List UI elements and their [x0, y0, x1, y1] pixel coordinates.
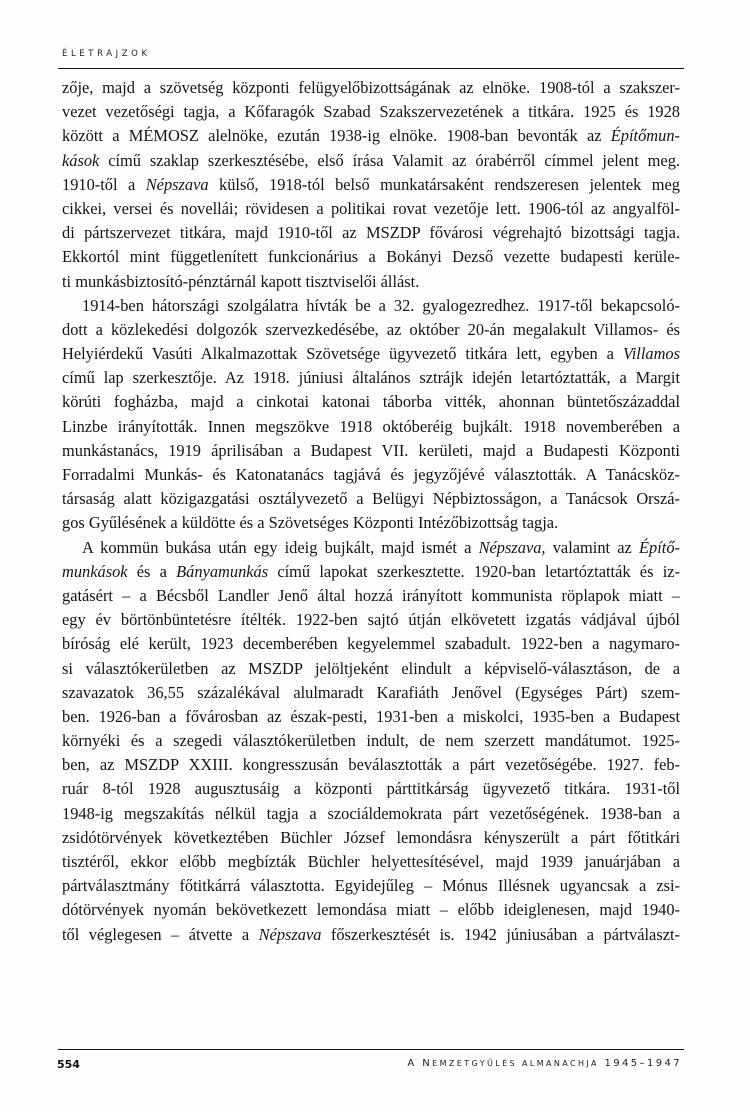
text-run: cikkei, versei és novellái; rövidesen a politikai rovat vezetője lett. 1906-tól az angyalföl-	[62, 198, 680, 218]
text-line	[62, 802, 680, 826]
text-run: bíróság elé került, 1923 decemberében kegyelemmel szabadult. 1922-ben a nagymaro-	[62, 634, 680, 654]
text-run: ben. 1926-ban a fővárosban az észak-pesti, 1931-ben a miskolci, 1935-ben a Budapest	[62, 706, 680, 726]
italic-title: Népszava	[145, 174, 209, 194]
text-line	[62, 729, 680, 753]
text-line	[62, 342, 680, 366]
text-line	[62, 898, 680, 922]
text-line	[62, 632, 680, 656]
text-run: si választókerületben az MSZDP jelöltjeként elindult a képviselő-választáson, de a	[62, 658, 680, 678]
book-title-initial: A N	[407, 1058, 433, 1069]
text-run: között a MÉMOSZ alelnöke, ezután 1938-ig elnöke. 1908-ban bevonták az	[62, 126, 611, 146]
text-line	[62, 487, 680, 511]
text-run: pártválasztmány főtitkárrá választotta. Egyidejűleg – Mónus Illésnek ugyancsak a zsi-	[62, 876, 680, 896]
text-line	[62, 536, 680, 560]
text-line	[62, 608, 680, 632]
text-run: Linzbe irányították. Innen megszökve 1918 októberéig bujkált. 1918 novemberében a	[62, 416, 680, 436]
text-run: vezet vezetőségi tagja, a Kőfaragók Szabad Szakszervezetének a titkára. 1925 és 1928	[62, 102, 680, 122]
text-run: 1910-től a	[62, 174, 146, 194]
text-line	[62, 753, 680, 777]
text-run: munkástanács, 1919 áprilisában a Budapest VII. kerületi, majd a Budapesti Központi	[62, 440, 680, 460]
italic-title: Népszava	[478, 537, 542, 557]
text-run: dótörvények nyomán bekövetkezett lemondása miatt – előbb ideiglenesen, majd 1940-	[62, 900, 680, 920]
header-rule	[58, 68, 684, 69]
text-run: zője, majd a szövetség központi felügyelőbizottságának az elnöke. 1908-tól a szakszer-	[62, 78, 680, 97]
text-run: tisztéről, ekkor előbb megbízták Büchler helyettesítésével, majd 1939 januárjában a	[62, 852, 680, 871]
text-run: főszerkesztését is. 1942 júniusában a pártválaszt-	[321, 924, 680, 944]
book-title-rest: EMZETGYŰLÉS ALMANACHJA	[432, 1059, 599, 1068]
text-line	[62, 657, 680, 681]
text-run: gos Gyűlésének a küldötte és a Szövetséges Központi Intézőbizottság tagja.	[62, 513, 559, 533]
text-run: környéki és a szegedi választókerületben indult, de nem szerzett mandátumot. 1925-	[62, 731, 680, 751]
text-run: , valamint az	[541, 537, 640, 557]
text-run: Forradalmi Munkás- és Katonatanács tagjává és jegyzőjévé választották. A Tanácsköz-	[62, 465, 680, 484]
text-run: ti munkásbiztosító-pénztárnál kapott tisztviselői állást.	[62, 271, 420, 291]
book-title	[407, 1058, 682, 1069]
body-text	[62, 76, 680, 947]
book-years: 1945–1947	[604, 1058, 682, 1069]
text-run: ruár 8-tól 1928 augusztusáig a központi párttitkárság ügyvezető titkára. 1931-től	[62, 779, 680, 799]
text-run: dott a közlekedési dolgozók szervezkedésébe, az október 20-án megalakult Villamos- és	[62, 319, 680, 339]
text-run: gatásért – a Bécsből Landler Jenő által hozzá irányított kommunista röplapok miatt –	[62, 585, 680, 605]
italic-title: Villamos	[622, 344, 680, 364]
footer-rule	[58, 1049, 684, 1050]
text-run: című szaklap szerkesztésébe, első írása Valamit az órabérről címmel jelent meg.	[99, 150, 680, 170]
text-run: 1948-ig megszakítás nélkül tagja a szociáldemokrata párt vezetőségének. 1938-ban a	[62, 803, 680, 823]
text-line	[62, 124, 680, 148]
text-line	[62, 318, 680, 342]
text-run: egy év börtönbüntetésre ítélték. 1922-ben sajtó útján elkövetett izgatás vádjával újból	[62, 610, 680, 630]
text-line	[62, 76, 680, 100]
text-run: ben, az MSZDP XXIII. kongresszusán beválasztották a párt vezetőségébe. 1927. feb-	[62, 755, 680, 775]
text-line	[62, 100, 680, 124]
text-line	[62, 439, 680, 463]
text-run: től véglegesen – átvette a	[62, 924, 259, 944]
text-line	[62, 923, 680, 947]
text-line	[62, 173, 680, 197]
text-line	[62, 270, 680, 294]
text-line	[62, 560, 680, 584]
text-line	[62, 681, 680, 705]
text-line	[62, 777, 680, 801]
text-run: című lap szerkesztője. Az 1918. júniusi általános sztrájk idején letartóztatták, a Margit	[62, 368, 680, 388]
text-line	[62, 705, 680, 729]
italic-title: Bányamunkás	[176, 561, 269, 581]
text-run: zsidótörvények következtében Büchler József lemondásra kényszerült a párt főtitkári	[62, 827, 680, 847]
italic-title: Építőmun-	[610, 126, 680, 146]
italic-title: Népszava	[258, 924, 322, 944]
text-run: szavazatok 36,55 százalékával alulmaradt Karafiáth Jenővel (Egységes Párt) szem-	[62, 682, 680, 702]
text-line	[62, 463, 680, 487]
text-line	[62, 149, 680, 173]
running-head: ÉLETRAJZOK	[62, 49, 151, 59]
text-run: című lapokat szerkesztette. 1920-ban letartóztatták és iz-	[268, 561, 680, 581]
text-line	[62, 511, 680, 535]
text-run: 1914-ben hátországi szolgálatra hívták be a 32. gyalogezredhez. 1917-től bekapcsoló-	[82, 295, 680, 315]
italic-title: Építő-	[639, 537, 680, 557]
text-run: körúti fogházba, majd a cinkotai katonai táborba vitték, ahonnan büntetőszázaddal	[62, 392, 680, 412]
text-line	[62, 245, 680, 269]
text-run: és a	[127, 561, 177, 581]
text-run: Ekkortól mint függetlenített funkcionárius a Bokányi Dezső vezette budapesti kerüle-	[62, 247, 680, 267]
text-line	[62, 874, 680, 898]
text-run: Helyiérdekű Vasúti Alkalmazottak Szövetsége ügyvezető titkára lett, egyben a	[62, 344, 623, 364]
text-run: A kommün bukása után egy ideig bujkált, majd ismét a	[82, 537, 479, 557]
italic-title: munkások	[62, 561, 128, 581]
text-run: külső, 1918-tól belső munkatársaként rendszeresen jelentek meg	[208, 174, 680, 194]
italic-title: kások	[62, 150, 100, 170]
text-line	[62, 221, 680, 245]
text-line	[62, 197, 680, 221]
text-line	[62, 390, 680, 414]
text-line	[62, 294, 680, 318]
text-line	[62, 415, 680, 439]
text-run: társaság alatt közigazgatási osztályvezető a Belügyi Népbiztosságon, a Tanácsok Orszá-	[62, 489, 680, 509]
text-line	[62, 366, 680, 390]
text-line	[62, 584, 680, 608]
text-line	[62, 826, 680, 850]
text-run: di pártszervezet titkára, majd 1910-től az MSZDP fővárosi végrehajtó bizottsági tagja.	[62, 223, 680, 243]
text-line	[62, 850, 680, 874]
page-number: 554	[57, 1058, 80, 1071]
